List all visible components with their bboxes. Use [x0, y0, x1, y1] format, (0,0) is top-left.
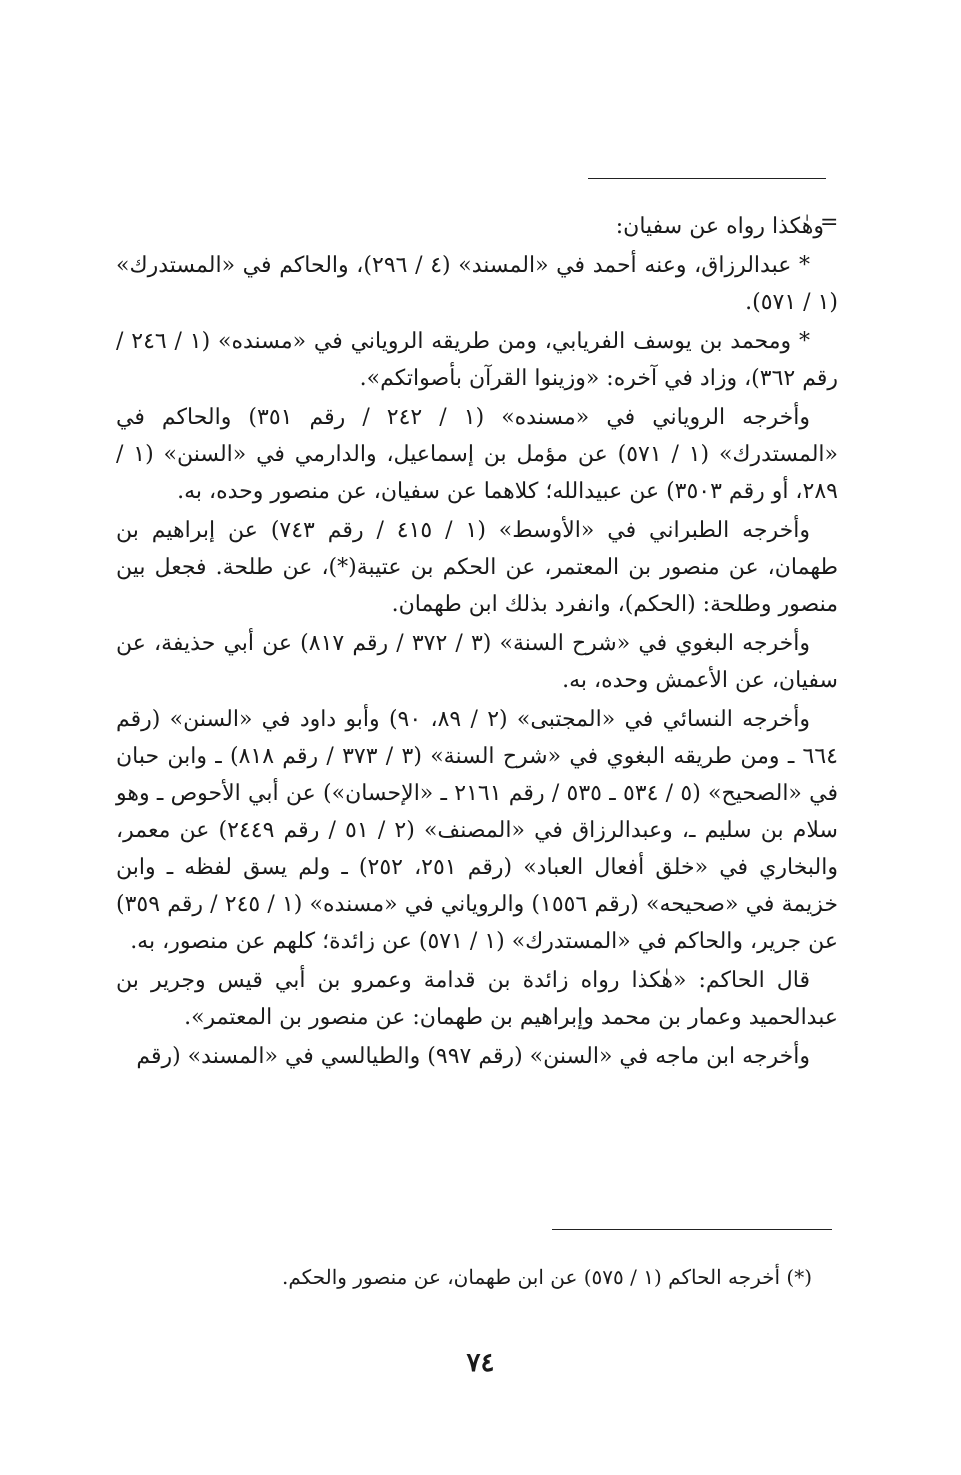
main-text — [116, 208, 838, 1077]
continuation-mark: = — [820, 210, 839, 235]
paragraph-abdulrazzaq: * عبدالرزاق، وعنه أحمد في «المسند» (٤ / ٢٩٦)، والحاكم في «المستدرك» (١ / ٥٧١). — [116, 253, 838, 315]
page-number: ٧٤ — [466, 1348, 495, 1378]
paragraph-tabarani: وأخرجه الطبراني في «الأوسط» (١ / ٤١٥ / رقم ٧٤٣) عن إبراهيم بن طهمان، عن منصور بن المعتمر، عن الحكم بن عتيبة(*)، عن طلحة. فجعل بين منصور وطلحة: (الحكم)، وانفرد بذلك ابن طهمان. — [116, 518, 838, 617]
paragraph-ibn-majah: وأخرجه ابن ماجه في «السنن» (رقم ٩٩٧) والطيالسي في «المسند» (رقم — [136, 1044, 810, 1069]
paragraph-hakim-quote: قال الحاكم: «هٰكذا رواه زائدة بن قدامة وعمرو بن أبي قيس وجرير بن عبدالحميد وعمار بن محمد وإبراهيم بن طهمان: عن منصور بن المعتمر». — [116, 968, 838, 1030]
footnote: (*) أخرجه الحاكم (١ / ٥٧٥) عن ابن طهمان، عن منصور والحكم. — [281, 1265, 812, 1289]
paragraph-firyabi: * ومحمد بن يوسف الفريابي، ومن طريقه الروياني في «مسنده» (١ / ٢٤٦ / رقم ٣٦٢)، وزاد في آخره: «وزينوا القرآن بأصواتكم». — [116, 329, 838, 391]
paragraph-nasai: وأخرجه النسائي في «المجتبى» (٢ / ٨٩، ٩٠) وأبو داود في «السنن» (رقم ٦٦٤ ـ ومن طريقه البغوي في «شرح السنة» (٣ / ٣٧٣ / رقم ٨١٨) ـ وابن حبان في «الصحيح» (٥ / ٥٣٤ ـ ٥٣٥ / رقم ٢١٦١ ـ «الإحسان») عن أبي الأحوص ـ وهو سلام بن سليم ـ، وعبدالرزاق في «المصنف» (٢ / ٥١ / رقم ٢٤٤٩) عن معمر، والبخاري في «خلق أفعال العباد» (رقم ٢٥١، ٢٥٢) ـ ولم يسق لفظه ـ وابن خزيمة في «صحيحه» (رقم ١٥٥٦) والروياني في «مسنده» (١ / ٢٤٥ / رقم ٣٥٩) عن جرير، والحاكم في «المستدرك» (١ / ٥٧١) عن زائدة؛ كلهم عن منصور، به. — [116, 707, 839, 954]
footnote-divider-line — [552, 1229, 832, 1230]
paragraph-intro: وهٰكذا رواه عن سفيان: — [615, 214, 824, 239]
paragraph-baghawi: وأخرجه البغوي في «شرح السنة» (٣ / ٣٧٢ / رقم ٨١٧) عن أبي حذيفة، عن سفيان، عن الأعمش وحده، به. — [116, 631, 838, 693]
top-divider-line — [588, 178, 826, 179]
paragraph-ruyani: وأخرجه الروياني في «مسنده» (١ / ٢٤٢ / رقم ٣٥١) والحاكم في «المستدرك» (١ / ٥٧١) عن مؤمل بن إسماعيل، والدارمي في «السنن» (١ / ٢٨٩، أو رقم ٣٥٠٣) عن عبيدالله؛ كلاهما عن سفيان، عن منصور وحده، به. — [116, 405, 838, 504]
